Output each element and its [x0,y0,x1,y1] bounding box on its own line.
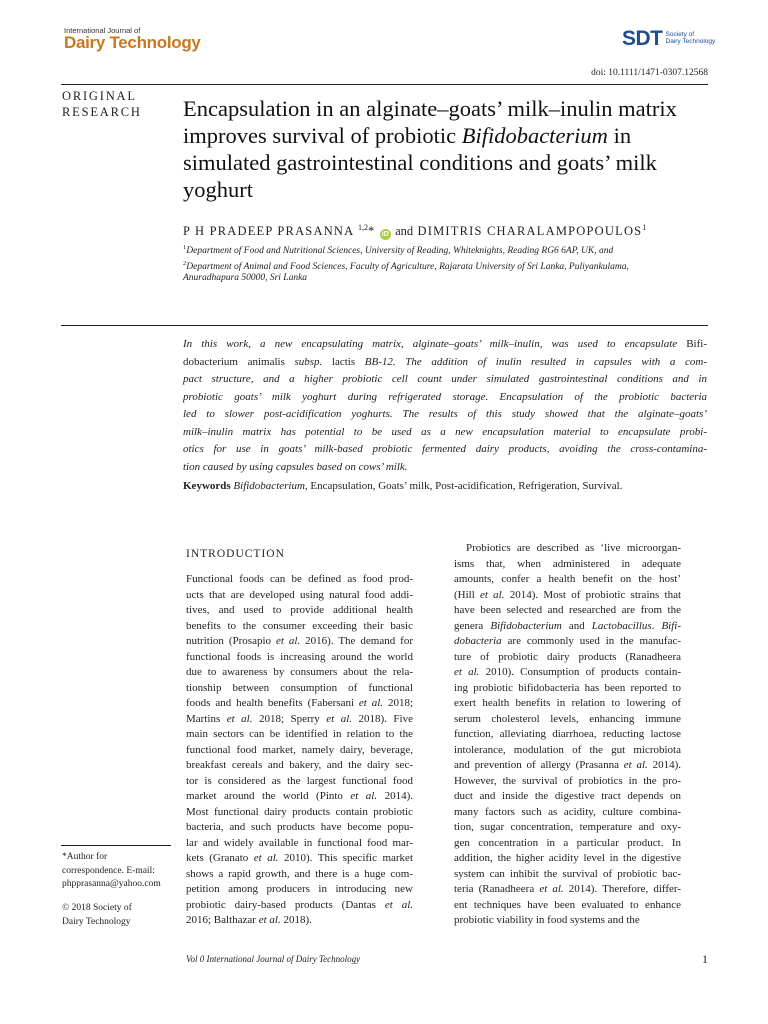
author-list [183,223,646,240]
body-line: functional food market, namely dairy, beverage, [186,743,413,756]
body-line: amounts, confer a health benefit on the host’ [454,573,681,585]
body-line: nutrition (Prosapio et al. 2016). The demand for [186,635,414,647]
body-line: ing probiotic bifidobacteria has been reported to [454,681,681,694]
sdt-logo-text: SDT [622,27,663,50]
body-line: Probiotics are described as ‘live microorgan- [466,542,681,554]
body-line: have been selected and researched are from the [454,604,681,616]
author-name: DIMITRIS CHARALAMPOPOULOS [417,224,643,239]
body-line: intolerance, modulation of the gut microbiota [454,743,681,756]
right-column [454,541,681,929]
sdt-logo-subtitle [666,32,716,46]
keyword-italic: Bifidobacterium [233,480,305,492]
title-part1: Encapsulation in an alginate–goats’ milk–inulin matrix improves survival of probiotic [183,96,677,148]
abstract-line: milk–inulin matrix has potential to be used as a new encapsulation material to encapsulate probi- [183,425,707,438]
body-line: benefits to the consumer exceeding their basic [186,619,413,632]
affiliation-number: 2 [183,260,187,267]
abstract-line: In this work, a new encapsulating matrix, alginate–goats’ milk–inulin, was used to encapsulate Bifi- [183,338,707,350]
sdt-sub-line1: Society of [665,30,695,38]
side-note-divider [61,845,171,846]
body-line: et al. 2010). Consumption of products contain- [454,666,681,678]
body-line: ture of probiotic dairy products (Ranadheera [454,650,681,663]
body-line: ucts that are developed using natural food addi- [186,588,413,601]
keywords-rest: , Encapsulation, Goats’ milk, Post-acidification, Refrigeration, Survival. [304,480,623,492]
title-part2: in simulated gastrointestinal conditions and goats’ milk yoghurt [183,123,657,202]
affiliation-number: 1 [183,244,187,251]
orcid-icon[interactable]: iD [381,231,389,239]
body-line: tor is considered as the largest functional food [186,774,413,787]
header-divider [61,84,708,85]
body-line: bacteria, and such products have become popu- [186,821,413,833]
body-line: serum cholesterol levels, enhancing immune [454,712,681,725]
body-line: gen concentration in a particular product. In [454,836,681,849]
section-heading-introduction: INTRODUCTION [186,548,285,560]
body-line: system can inhibit the survival of probiotic bac- [454,867,681,880]
journal-name-logo: Dairy Technology [64,33,201,52]
footer-journal: Vol 0 International Journal of Dairy Technology [186,954,361,964]
abstract-line: pact structure, and a higher probiotic cell count under simulated gastrointestinal conditions and in [183,373,707,385]
body-line: Most functional dairy products contain probiotic [186,805,413,818]
body-line: isms that, when administered in adequate [454,557,681,570]
body-line: shows a rapid growth, and there is a huge com- [186,867,413,880]
keywords-label: Keywords [183,480,231,492]
abstract-line: tion caused by using capsules based on cows’ milk. [183,460,408,473]
author-affiliation-sup: 1,2 [358,223,369,232]
abstract-line: otics for use in goats’ milk-based probiotic fermented dairy products, avoiding the cross-contamina- [183,443,707,455]
affiliation-2-cont: Anuradhapura 50000, Sri Lanka [183,273,308,283]
body-line: However, the survival of probiotics in the pro- [454,774,681,787]
body-line: teria (Ranadheera et al. 2014). Therefore, differ- [454,883,681,895]
body-line: exert health benefits in relation to lowering of [454,697,681,709]
body-line: due to awareness by consumers about the rela- [186,666,413,678]
body-line: many factors such as acidity, culture combina- [454,805,681,818]
body-line: Martins et al. 2018; Sperry et al. 2018). Five [186,712,413,725]
article-title [183,95,723,203]
abstract-line: dobacterium animalis subsp. lactis BB-12. The addition of inulin resulted in capsules with a com- [183,355,708,368]
copyright-note: © 2018 Society of Dairy Technology [62,903,132,927]
body-line: addition, the higher acidity level in the digestive [454,852,681,864]
body-line: dobacteria are commonly used in the manufac- [454,635,681,647]
body-line: main sectors can be identified in relation to the [186,728,413,740]
body-line: breakfast cereals and bakery, and the dairy sec- [186,759,413,771]
abstract [183,336,707,476]
body-line: lar and widely available in functional food mar- [186,836,413,849]
body-line: functional foods is increasing around the world [186,650,413,663]
author-email[interactable]: phpprasanna@yahoo.com [62,879,161,889]
abstract-line: led to slower post-acidification yoghurts. The results of this study showed that the alginate–goats’ [183,408,707,420]
left-column [186,572,413,929]
section-label-line2: RESEARCH [62,105,142,119]
body-line: tionship between consumption of functional [186,681,413,694]
keywords [183,480,622,492]
corresponding-mark: * [368,224,376,239]
page-number: 1 [702,952,708,966]
body-line: function, alleviating diarrhoea, reducting lactose [454,728,681,740]
body-line: genera Bifidobacterium and Lactobacillus. Bifi- [454,619,682,632]
author-name: P H PRADEEP PRASANNA [183,224,354,239]
affiliation-text: Department of Animal and Food Sciences, Faculty of Agriculture, Rajarata University of Sri Lanka, Puliyankulama, [186,262,629,273]
doi[interactable]: doi: 10.1111/1471-0307.12568 [591,68,708,78]
corresponding-author-note: *Author for correspondence. E-mail: phpprasanna@yahoo.com [62,852,161,889]
body-line: 2016; Balthazar et al. 2018). [186,914,312,926]
body-line: market around the world (Pinto et al. 2014). [186,790,413,802]
abstract-line: probiotic goats’ milk yoghurt during refrigerated storage. Encapsulation of the probiotic bacteria [183,390,707,403]
body-line: ent techniques have been evaluated to enhance [454,898,681,911]
body-line: petition among producers in introducing new [186,883,413,895]
title-italic: Bifidobacterium [461,123,608,148]
body-line: probiotic viability in food systems and the [454,914,640,926]
body-line: probiotic dairy-based products (Dantas et al. [186,898,413,911]
sdt-logo [622,28,715,49]
body-line: tives, and used to provide additional health [186,604,413,616]
body-line: tion, sugar concentration, temperature and oxy- [454,821,681,833]
section-label [62,88,142,120]
body-line: duct and inside the digestive tract depends on [454,790,681,802]
author-conjunction: and [395,224,414,239]
affiliation-text: Department of Food and Nutritional Sciences, University of Reading, Whiteknights, Reading RG6 6AP, UK, and [186,246,614,257]
sdt-sub-line2: Dairy Technology [665,37,716,45]
body-line: Functional foods can be defined as food prod- [186,573,413,585]
section-label-line1: ORIGINAL [62,89,137,103]
author-affiliation-sup: 1 [642,223,647,232]
body-line: and prevention of allergy (Prasanna et al. 2014). [454,759,681,771]
journal-name-small: International Journal of [64,26,141,35]
abstract-divider [61,325,708,326]
body-line: kets (Granato et al. 2010). This specific market [186,852,414,864]
body-line: (Hill et al. 2014). Most of probiotic strains that [454,588,682,601]
body-line: foods and health benefits (Fabersani et al. 2018; [186,697,413,709]
